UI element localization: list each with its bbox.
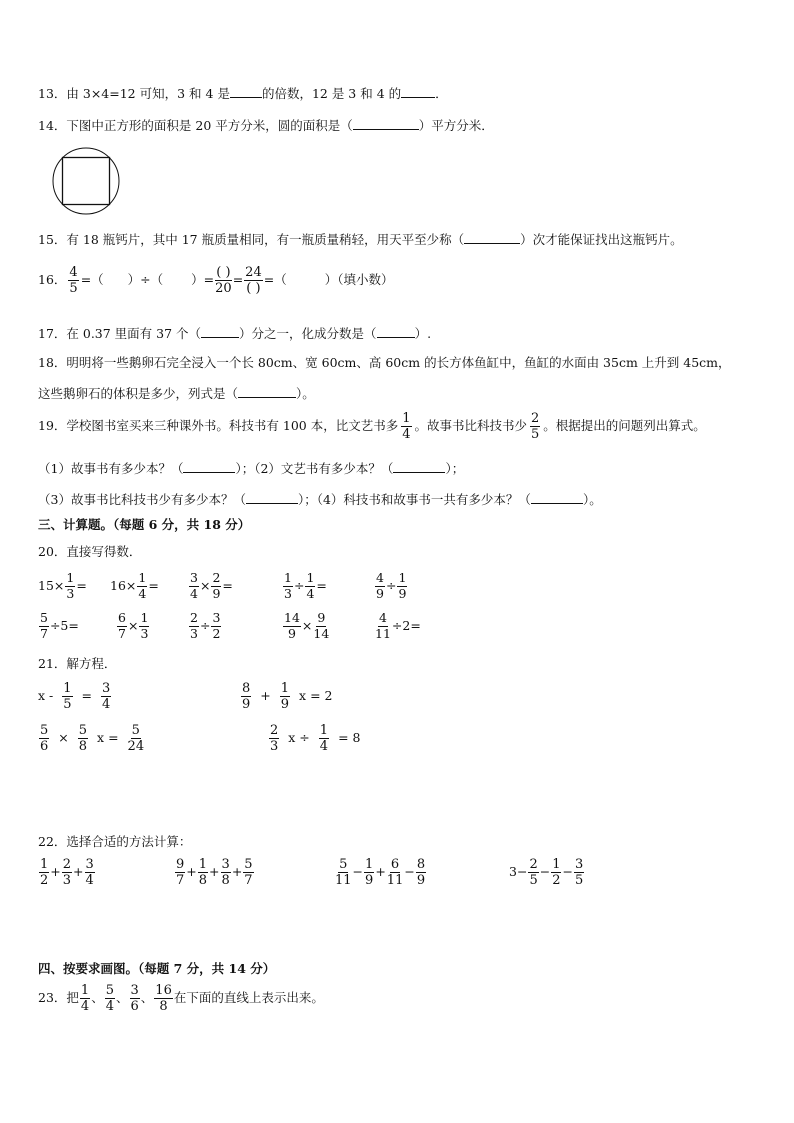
answer-blank[interactable]: [238, 386, 296, 398]
fraction: $\frac{3}{5}$: [574, 857, 584, 888]
fraction: $\frac{4}{11}$: [375, 610, 391, 641]
fraction: $\frac{2}{3}$: [190, 610, 198, 641]
fraction: $\frac{1}{2}$: [552, 857, 561, 888]
operator: +: [50, 864, 61, 880]
fraction: $\frac{16}{8}$: [155, 983, 172, 1014]
fraction: $\frac{3}{6}$: [130, 983, 139, 1014]
q18-text-a: 这些鹅卵石的体积是多少，列式是（: [38, 386, 239, 401]
fraction: $\frac{5}{8}$: [78, 723, 88, 754]
operator: −: [352, 864, 364, 880]
q23-separator: 、: [140, 990, 154, 1006]
q20-operator: ×: [301, 617, 313, 633]
answer-blank[interactable]: [393, 461, 445, 473]
q20-text: 16×: [110, 577, 137, 593]
answer-blank[interactable]: [531, 492, 583, 504]
fraction: $\frac{8}{9}$: [242, 681, 251, 712]
fraction: $\frac{1}{4}$: [306, 570, 315, 601]
answer-blank[interactable]: [230, 86, 262, 98]
q20-text: 15×: [38, 577, 65, 593]
q20-text: ÷5=: [49, 617, 79, 633]
q16-eq3: =: [232, 272, 244, 288]
q22-expression-4: [509, 858, 585, 887]
fraction: $\frac{5}{6}$: [40, 723, 49, 754]
q20-item-2-3: [188, 612, 222, 640]
answer-blank[interactable]: [401, 86, 435, 98]
q19-text-a: 19．学校图书室买来三种课外书。科技书有 100 本，比文艺书多: [38, 418, 399, 434]
equation-text: = 8: [338, 730, 361, 746]
fraction: $\frac{1}{9}$: [280, 681, 290, 712]
operator: 3−: [509, 864, 528, 880]
operator: −: [562, 864, 573, 880]
q23-text: 在下面的直线上表示出来。: [173, 990, 324, 1006]
fraction: $\frac{3}{4}$: [102, 681, 111, 712]
operator: −: [539, 864, 551, 880]
q23-separator: 、: [91, 990, 104, 1006]
fraction: $\frac{8}{9}$: [416, 857, 426, 888]
q20-text: ÷2=: [391, 617, 421, 633]
question-14: [38, 118, 494, 133]
question-19-sub1: [38, 461, 464, 476]
q20-operator: ÷: [385, 577, 397, 593]
question-18-line2: [38, 386, 315, 401]
q23-text: 23．把: [38, 990, 79, 1006]
q13-text-b: 的倍数，12 是 3 和 4 的: [261, 86, 402, 101]
fraction-blank-denominator[interactable]: $\frac{24}{( )}$: [245, 265, 262, 296]
fraction: $\frac{1}{9}$: [365, 857, 374, 888]
fraction: $\frac{9}{7}$: [176, 857, 185, 888]
q18-text-b: ）。: [296, 386, 315, 401]
fraction: $\frac{1}{4}$: [138, 570, 147, 601]
q20-item-1-1: [38, 572, 87, 600]
equation-1: [38, 682, 112, 711]
q17-text-c: ）.: [414, 326, 432, 341]
operator: +: [231, 864, 243, 880]
q19-sub1-text-a: （1）故事书有多少本？（: [38, 461, 184, 476]
equation-text: +: [260, 688, 271, 704]
q20-item-1-4: [282, 572, 327, 600]
operator: +: [209, 864, 220, 880]
fraction-blank-numerator[interactable]: $\frac{( )}{20}$: [215, 265, 232, 296]
q17-text-b: ）分之一，化成分数是（: [239, 326, 377, 341]
circle-square-figure: [47, 146, 125, 216]
fraction: $\frac{1}{3}$: [284, 570, 292, 601]
q22-expression-2: [174, 858, 255, 887]
operator: −: [404, 864, 415, 880]
fraction: $\frac{2}{5}$: [529, 857, 538, 888]
fraction: $\frac{5}{7}$: [244, 857, 253, 888]
q20-item-1-3: [188, 572, 233, 600]
question-15: [38, 232, 683, 247]
answer-blank[interactable]: [464, 232, 520, 244]
q14-text-b: ）平方分米．: [418, 118, 494, 133]
q17-text-a: 17．在 0.37 里面有 37 个（: [38, 326, 202, 341]
fraction: $\frac{3}{8}$: [221, 857, 230, 888]
fraction: $\frac{2}{5}$: [531, 411, 540, 442]
fraction: $\frac{2}{3}$: [62, 857, 72, 888]
fraction: $\frac{5}{4}$: [105, 983, 114, 1014]
q15-text-a: 15．有 18 瓶钙片，其中 17 瓶质量相同，有一瓶质量稍轻，用天平至少称（: [38, 232, 465, 247]
fraction: $\frac{14}{9}$: [284, 610, 300, 641]
q19-sub1-text-b: ）；（2）文艺书有多少本？（: [235, 461, 394, 476]
q15-text-b: ）次才能保证找出这瓶钙片。: [520, 232, 683, 247]
equation-text: x = 2: [299, 688, 333, 704]
q16-eq4: =（: [263, 272, 287, 288]
equation-2: [240, 682, 332, 711]
question-20-title: 20．直接写得数．: [38, 544, 142, 559]
q20-item-1-5: [374, 572, 408, 600]
fraction: $\frac{1}{4}$: [319, 723, 329, 754]
q19-sub2-text-a: （3）故事书比科技书少有多少本？（: [38, 492, 246, 507]
answer-blank[interactable]: [353, 118, 419, 130]
answer-blank[interactable]: [183, 461, 235, 473]
fraction: $\frac{5}{7}$: [40, 610, 48, 641]
q20-operator: ÷: [199, 617, 211, 633]
q20-operator: ×: [199, 577, 211, 593]
q13-text-a: 13．由 3×4=12 可知，3 和 4 是: [38, 86, 230, 101]
equation-text: x -: [38, 688, 54, 704]
q20-item-2-2: [116, 612, 150, 640]
q20-text: =: [76, 577, 87, 593]
operator: +: [186, 864, 197, 880]
fraction: $\frac{6}{11}$: [386, 857, 404, 888]
operator: +: [375, 864, 386, 880]
q16-div: ）÷（: [127, 272, 164, 288]
question-21-title: 21．解方程．: [38, 656, 117, 671]
equation-text: =: [81, 688, 93, 704]
q19-text-c: 。根据提出的问题列出算式。: [543, 418, 706, 434]
q16-tail: ）（填小数）: [324, 272, 394, 288]
equation-text: x ÷: [288, 730, 310, 746]
q20-operator: ×: [127, 617, 139, 633]
question-22-title: 22．选择合适的方法计算：: [38, 834, 192, 849]
fraction: $\frac{1}{3}$: [140, 610, 149, 641]
q20-operator: ÷: [293, 577, 305, 593]
question-19: [38, 412, 706, 441]
question-23: [38, 984, 324, 1013]
question-13: [38, 86, 448, 101]
answer-blank[interactable]: [246, 492, 298, 504]
fraction: $\frac{1}{4}$: [402, 411, 411, 442]
fraction: $\frac{1}{2}$: [40, 857, 49, 888]
fraction: $\frac{2}{3}$: [270, 723, 279, 754]
equation-text: x =: [97, 730, 119, 746]
q19-sub1-text-c: ）；: [445, 461, 465, 476]
q16-number: 16．: [38, 272, 67, 288]
fraction: $\frac{2}{9}$: [212, 570, 221, 601]
equation-4: [268, 724, 360, 753]
fraction: $\frac{1}{8}$: [198, 857, 208, 888]
fraction: $\frac{3}{4}$: [190, 570, 198, 601]
fraction: $\frac{5}{24}$: [127, 723, 145, 754]
question-19-sub2: [38, 492, 602, 507]
fraction: $\frac{9}{14}$: [313, 610, 330, 641]
fraction: $\frac{1}{3}$: [66, 570, 75, 601]
fraction: $\frac{6}{7}$: [118, 610, 126, 641]
q22-expression-3: [334, 858, 427, 887]
answer-blank[interactable]: [201, 326, 239, 338]
question-18-line1: 18．明明将一些鹅卵石完全浸入一个长 80cm、宽 60cm、高 60cm 的长方体鱼缸中，鱼缸的水面由 35cm 上升到 45cm，: [38, 355, 731, 370]
q13-text-c: ．: [435, 86, 448, 101]
q20-text: =: [316, 577, 327, 593]
fraction: $\frac{3}{2}$: [212, 610, 221, 641]
q16-eq2: ）=: [191, 272, 215, 288]
q20-item-2-4: [282, 612, 330, 640]
q20-item-1-2: [110, 572, 159, 600]
q19-sub2-text-b: ）；（4）科技书和故事书一共有多少本？（: [297, 492, 531, 507]
equation-text: ×: [58, 730, 69, 746]
q23-separator: 、: [115, 990, 129, 1006]
section-4-heading: 四、按要求画图。（每题 7 分，共 14 分）: [38, 961, 276, 976]
fraction: $\frac{4}{5}$: [69, 265, 78, 296]
q16-eq1: =（: [80, 272, 104, 288]
question-16: [38, 266, 393, 295]
fraction: $\frac{5}{11}$: [335, 857, 352, 888]
fraction: $\frac{1}{4}$: [80, 983, 90, 1014]
q14-text-a: 14．下图中正方形的面积是 20 平方分米，圆的面积是（: [38, 118, 353, 133]
section-3-heading: 三、计算题。（每题 6 分，共 18 分）: [38, 517, 251, 532]
q22-expression-1: [38, 858, 96, 887]
question-17: [38, 326, 431, 341]
q19-text-b: 。故事书比科技书少: [414, 418, 528, 434]
fraction: $\frac{1}{9}$: [398, 570, 407, 601]
q19-sub2-text-c: ）。: [582, 492, 602, 507]
fraction: $\frac{3}{4}$: [85, 857, 94, 888]
fraction: $\frac{1}{5}$: [63, 681, 72, 712]
equation-3: [38, 724, 145, 753]
q20-text: =: [148, 577, 159, 593]
square-shape: [63, 158, 110, 205]
q20-item-2-1: [38, 612, 79, 640]
fraction: $\frac{4}{9}$: [376, 570, 384, 601]
operator: +: [73, 864, 84, 880]
q20-item-2-5: [374, 612, 421, 640]
answer-blank[interactable]: [377, 326, 415, 338]
q20-text: =: [222, 577, 233, 593]
